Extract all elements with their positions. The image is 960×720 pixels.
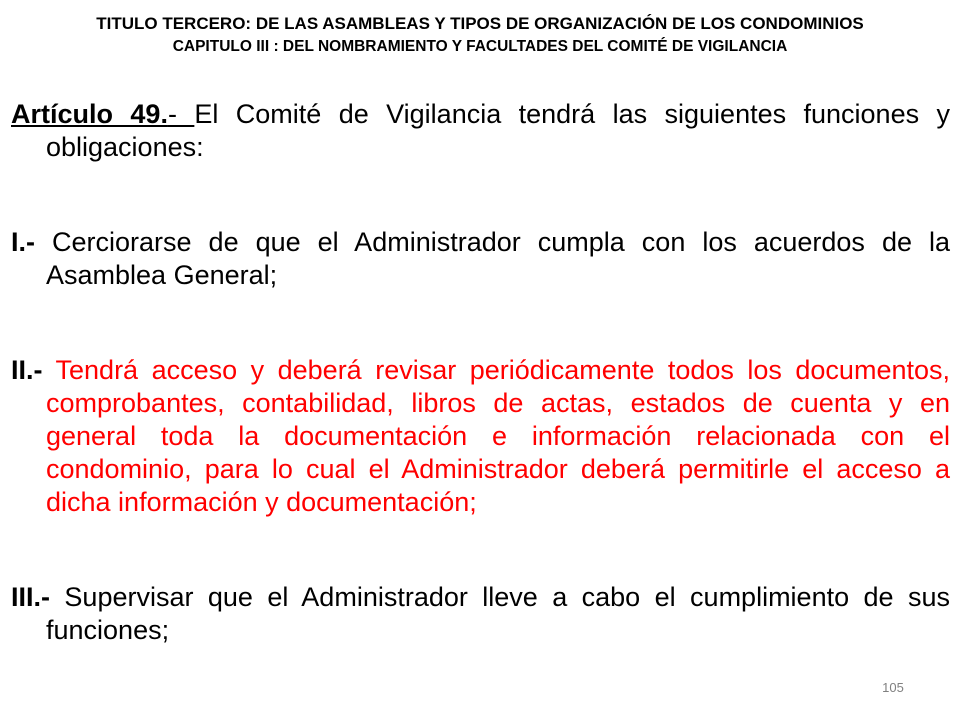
item-ii — [11, 354, 950, 519]
item-iii-text: Supervisar que el Administrador lleve a cabo el cumplimiento de sus funciones; — [46, 582, 950, 645]
article-label: Artículo 49. — [11, 99, 168, 129]
item-ii-label: II.- — [11, 355, 43, 385]
article-body — [11, 98, 950, 647]
item-iii — [11, 581, 950, 647]
title-line: TITULO TERCERO: DE LAS ASAMBLEAS Y TIPOS DE ORGANIZACIÓN DE LOS CONDOMINIOS — [96, 14, 864, 33]
page-number: 105 — [882, 680, 904, 695]
chapter-line: CAPITULO III : DEL NOMBRAMIENTO Y FACULTADES DEL COMITÉ DE VIGILANCIA — [172, 38, 788, 55]
item-i-text: Cerciorarse de que el Administrador cumpla con los acuerdos de la Asamblea General; — [46, 227, 950, 290]
article-intro-text: El Comité de Vigilancia tendrá las siguientes funciones y obligaciones: — [46, 99, 950, 162]
slide-header — [0, 12, 960, 58]
item-i-label: I.- — [11, 227, 35, 257]
article-dash: - — [167, 99, 195, 129]
article-intro — [11, 98, 950, 164]
item-i — [11, 226, 950, 292]
item-ii-text: Tendrá acceso y deberá revisar periódicamente todos los documentos, comprobantes, contabilidad, libros de actas, estados de cuenta y en general toda la documentación e información relacionada con el condominio, para lo cual el Administrador deberá permitirle el acceso a dicha información y documentación; — [46, 355, 950, 517]
item-iii-label: III.- — [11, 582, 50, 612]
